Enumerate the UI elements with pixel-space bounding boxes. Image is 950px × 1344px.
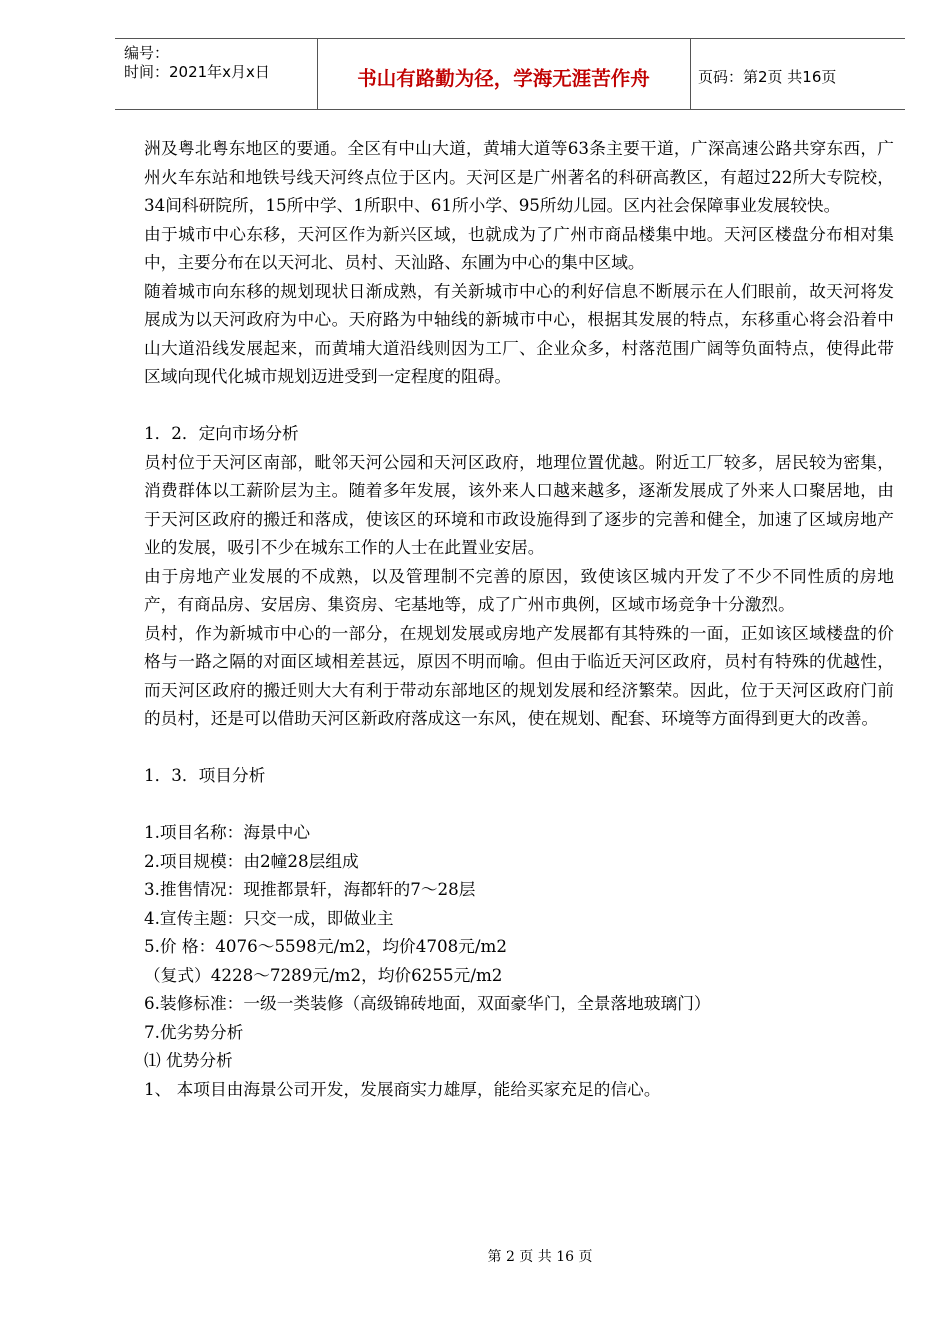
header-meta-cell: [115, 39, 318, 109]
motto-text: 书山有路勤为径，学海无涯苦作舟: [357, 67, 650, 90]
list-item: 1、 本项目由海景公司开发，发展商实力雄厚，能给买家充足的信心。: [144, 1078, 661, 1099]
time-label: 时间：2021年x月x日: [124, 63, 270, 81]
paragraph: 员村，作为新城市中心的一部分，在规划发展或房地产发展都有其特殊的一面，正如该区域楼盘的价格与一路之隔的对面区域相差甚远，原因不明而喻。但由于临近天河区政府，员村有特殊的优越性，而天河区政府的搬迁则大大有利于带动东部地区的规划发展和经济繁荣。因此，位于天河区政府门前的员村，还是可以借助天河区新政府落成这一东风，使在规划、配套、环境等方面得到更大的改善。: [144, 622, 894, 728]
header-motto-cell: [317, 39, 691, 109]
list-item: 6.装修标准：一级一类装修（高级锦砖地面，双面豪华门，全景落地玻璃门）: [144, 993, 711, 1013]
list-item: 5.价 格：4076～5598元/m2，均价4708元/m2: [144, 936, 507, 956]
list-item: （复式）4228～7289元/m2，均价6255元/m2: [144, 964, 503, 985]
paragraph: 由于房地产业发展的不成熟，以及管理制不完善的原因，致使该区城内开发了不少不同性质的房地产，有商品房、安居房、集资房、宅基地等，成了广州市典例，区域市场竞争十分激烈。: [144, 565, 894, 614]
header-page-cell: [690, 39, 905, 109]
list-item: 4.宣传主题：只交一成，即做业主: [144, 907, 394, 928]
document-body: [144, 134, 894, 1103]
section-heading: 1．3．项目分析: [144, 765, 266, 785]
list-item: 1.项目名称：海景中心: [144, 822, 311, 842]
paragraph: 随着城市向东移的规划现状日渐成熟，有关新城市中心的利好信息不断展示在人们眼前，故天河将发展成为以天河政府为中心。天府路为中轴线的新城市中心，根据其发展的特点，东移重心将会沿着中山大道沿线发展起来，而黄埔大道沿线则因为工厂、企业众多，村落范围广阔等负面特点，使得此带区域向现代化城市规划迈进受到一定程度的阻碍。: [144, 280, 894, 386]
page-footer: 第 2 页 共 16 页: [487, 1249, 593, 1265]
list-item: ⑴ 优势分析: [144, 1050, 233, 1070]
paragraph: 由于城市中心东移，天河区作为新兴区域，也就成为了广州市商品楼集中地。天河区楼盘分布相对集中，主要分布在以天河北、员村、天汕路、东圃为中心的集中区域。: [144, 223, 894, 272]
paragraph: 洲及粤北粤东地区的要通。全区有中山大道，黄埔大道等63条主要干道，广深高速公路共穿东西，广州火车东站和地铁号线天河终点位于区内。天河区是广州著名的科研高教区，有超过22所大专院校，34间科研院所，15所中学、1所职中、61所小学、95所幼儿园。区内社会保障事业发展较快。: [144, 138, 894, 215]
list-item: 7.优劣势分析: [144, 1021, 244, 1042]
number-label: 编号：: [124, 44, 170, 62]
list-item: 2.项目规模：由2幢28层组成: [144, 850, 359, 871]
page-code: 页码：第2页 共16页: [698, 68, 837, 86]
page-header: [115, 38, 905, 110]
list-item: 3.推售情况：现推都景轩，海都轩的7～28层: [144, 879, 476, 899]
paragraph: 员村位于天河区南部，毗邻天河公园和天河区政府，地理位置优越。附近工厂较多，居民较为密集，消费群体以工薪阶层为主。随着多年发展，该外来人口越来越多，逐渐发展成了外来人口聚居地，由于天河区政府的搬迁和落成，使该区的环境和市政设施得到了逐步的完善和健全，加速了区域房地产业的发展，吸引不少在城东工作的人士在此置业安居。: [144, 451, 894, 557]
section-heading: 1．2．定向市场分析: [144, 423, 299, 443]
